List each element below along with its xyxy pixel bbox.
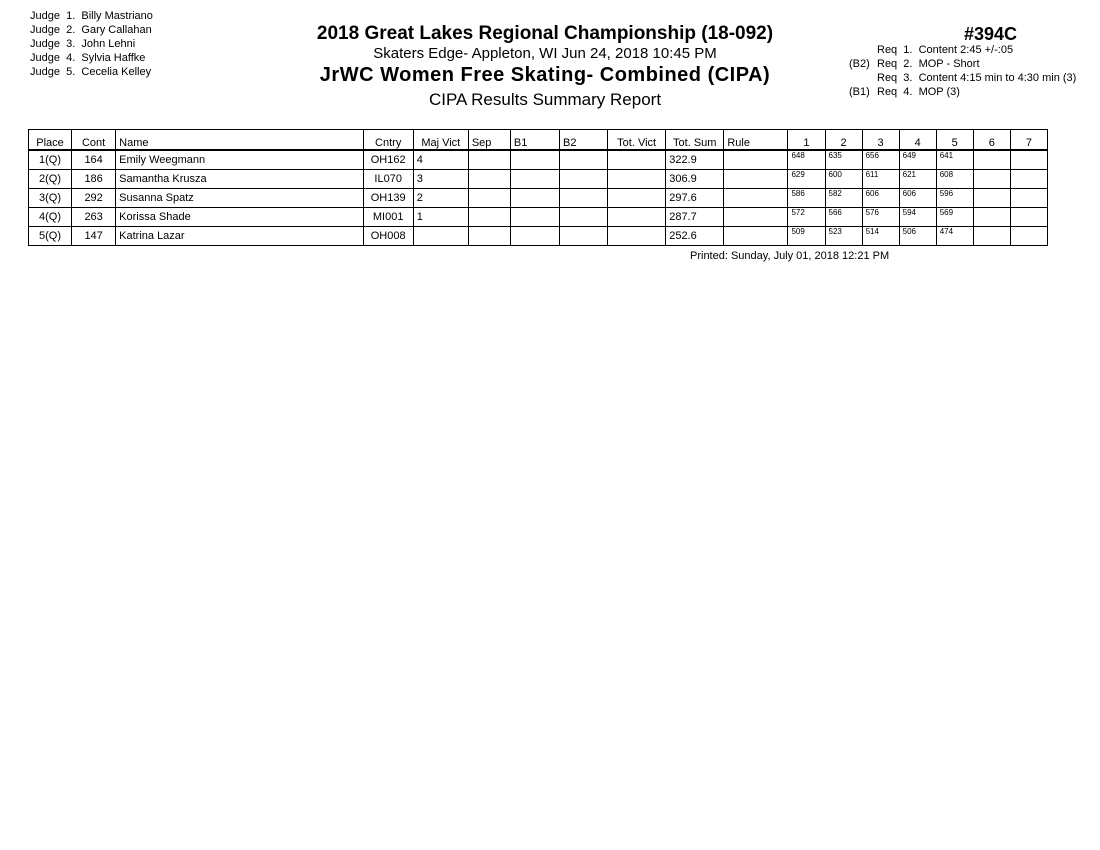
cell-cntry: OH162 [363,150,413,170]
cell-judge-3: 514 [862,227,899,246]
table-row [29,227,1048,246]
cell-judge-1: 586 [788,189,825,208]
cell-judge-5: 474 [936,227,973,246]
cell-rule [724,208,788,227]
col-header-b1: B1 [510,130,559,151]
cell-sep [468,170,510,189]
table-header-row [29,130,1048,151]
cell-judge-7 [1010,227,1047,246]
report-title: CIPA Results Summary Report [428,90,662,109]
requirement-text: Req 2. MOP - Short [877,58,980,70]
judge-row [30,9,153,23]
judge-name: Cecelia Kelley [81,66,152,78]
cell-b1 [510,150,559,170]
requirement-text: Req 1. Content 2:45 +/-:05 [877,44,1014,56]
cell-judge-1: 629 [788,170,825,189]
judge-name: Gary Callahan [81,24,152,36]
cell-maj-vict: 2 [413,189,468,208]
cell-place: 2(Q) [29,170,72,189]
col-header-judge-5: 5 [936,130,973,151]
cell-tot-sum: 306.9 [666,170,724,189]
col-header-judge-6: 6 [973,130,1010,151]
col-header-judge-1: 1 [788,130,825,151]
cell-judge-3: 576 [862,208,899,227]
cell-tot-vict [608,170,666,189]
col-header-b2: B2 [560,130,608,151]
cell-maj-vict: 4 [413,150,468,170]
judge-row [30,51,153,65]
cell-cntry: OH008 [363,227,413,246]
cell-tot-vict [608,150,666,170]
col-header-tot-vict: Tot. Vict [608,130,666,151]
cell-judge-4: 649 [899,150,936,170]
cell-judge-2: 600 [825,170,862,189]
printed-timestamp: Printed: Sunday, July 01, 2018 12:21 PM [690,250,890,262]
requirement-text: Req 3. Content 4:15 min to 4:30 min (3) [877,72,1077,84]
cell-judge-6 [973,189,1010,208]
cell-judge-2: 566 [825,208,862,227]
requirement-row [849,57,1076,71]
cell-place: 3(Q) [29,189,72,208]
cell-tot-sum: 287.7 [666,208,724,227]
event-title: 2018 Great Lakes Regional Championship (18-092) [316,23,774,44]
judge-row [30,23,153,37]
cell-name: Samantha Krusza [116,170,363,189]
cell-b1 [510,170,559,189]
cell-cntry: OH139 [363,189,413,208]
cell-cont: 147 [72,227,116,246]
cell-b1 [510,227,559,246]
cell-judge-3: 611 [862,170,899,189]
judge-label: Judge 5. [30,66,76,78]
table-row [29,150,1048,170]
cell-tot-vict [608,208,666,227]
cell-judge-6 [973,227,1010,246]
cell-b2 [560,227,608,246]
col-header-cntry: Cntry [363,130,413,151]
cell-name: Susanna Spatz [116,189,363,208]
cell-judge-7 [1010,150,1047,170]
event-number: #394C [964,24,1018,44]
requirement-text: Req 4. MOP (3) [877,86,960,98]
cell-judge-7 [1010,189,1047,208]
cell-rule [724,227,788,246]
cell-b2 [560,208,608,227]
cell-cont: 292 [72,189,116,208]
cell-judge-3: 656 [862,150,899,170]
cell-place: 5(Q) [29,227,72,246]
cell-judge-4: 594 [899,208,936,227]
cell-judge-7 [1010,208,1047,227]
table-row [29,208,1048,227]
cell-sep [468,227,510,246]
cell-judge-6 [973,170,1010,189]
cell-judge-1: 509 [788,227,825,246]
cell-judge-5: 608 [936,170,973,189]
cell-tot-vict [608,227,666,246]
cell-judge-5: 641 [936,150,973,170]
category-title: JrWC Women Free Skating- Combined (CIPA) [319,64,771,86]
cell-sep [468,208,510,227]
requirement-prefix: (B1) [849,86,870,98]
cell-b1 [510,208,559,227]
col-header-maj-vict: Maj Vict [413,130,468,151]
cell-judge-4: 506 [899,227,936,246]
cell-judge-5: 569 [936,208,973,227]
cell-judge-5: 596 [936,189,973,208]
col-header-tot-sum: Tot. Sum [666,130,724,151]
judge-label: Judge 3. [30,38,76,50]
cell-name: Korissa Shade [116,208,363,227]
cell-name: Emily Weegmann [116,150,363,170]
col-header-place: Place [29,130,72,151]
col-header-name: Name [116,130,363,151]
judge-label: Judge 4. [30,52,76,64]
col-header-rule: Rule [724,130,788,151]
judge-row [30,37,153,51]
cell-name: Katrina Lazar [116,227,363,246]
cell-sep [468,150,510,170]
cell-b2 [560,150,608,170]
requirements-list [849,43,1076,99]
cell-sep [468,189,510,208]
col-header-cont: Cont [72,130,116,151]
table-row [29,189,1048,208]
cell-judge-6 [973,208,1010,227]
cell-judge-3: 606 [862,189,899,208]
requirement-prefix: (B2) [849,58,870,70]
col-header-judge-2: 2 [825,130,862,151]
cell-judge-4: 621 [899,170,936,189]
venue-line: Skaters Edge- Appleton, WI Jun 24, 2018 10:45 PM [373,45,717,62]
judge-label: Judge 2. [30,24,76,36]
cell-rule [724,170,788,189]
cell-cntry: IL070 [363,170,413,189]
cell-place: 4(Q) [29,208,72,227]
judge-label: Judge 1. [30,10,76,22]
requirement-row [849,71,1076,85]
col-header-judge-3: 3 [862,130,899,151]
cell-b1 [510,189,559,208]
cell-maj-vict: 3 [413,170,468,189]
cell-cont: 164 [72,150,116,170]
cell-maj-vict [413,227,468,246]
col-header-judge-7: 7 [1010,130,1047,151]
judge-name: Billy Mastriano [81,10,153,22]
cell-judge-2: 582 [825,189,862,208]
cell-place: 1(Q) [29,150,72,170]
cell-judge-6 [973,150,1010,170]
cell-cntry: MI001 [363,208,413,227]
cell-judge-7 [1010,170,1047,189]
judge-row [30,65,153,79]
col-header-sep: Sep [468,130,510,151]
cell-judge-1: 648 [788,150,825,170]
cell-tot-vict [608,189,666,208]
cell-tot-sum: 252.6 [666,227,724,246]
cell-b2 [560,189,608,208]
cell-tot-sum: 297.6 [666,189,724,208]
judge-name: Sylvia Haffke [81,52,146,64]
cell-cont: 263 [72,208,116,227]
requirement-row [849,85,1076,99]
judges-list [30,9,153,79]
cell-judge-1: 572 [788,208,825,227]
cell-rule [724,189,788,208]
table-row [29,170,1048,189]
cell-judge-2: 635 [825,150,862,170]
cell-maj-vict: 1 [413,208,468,227]
cell-judge-2: 523 [825,227,862,246]
cell-cont: 186 [72,170,116,189]
cell-rule [724,150,788,170]
cell-b2 [560,170,608,189]
cell-tot-sum: 322.9 [666,150,724,170]
results-table [28,129,1048,246]
cell-judge-4: 606 [899,189,936,208]
requirement-row [849,43,1076,57]
judge-name: John Lehni [81,38,136,50]
col-header-judge-4: 4 [899,130,936,151]
